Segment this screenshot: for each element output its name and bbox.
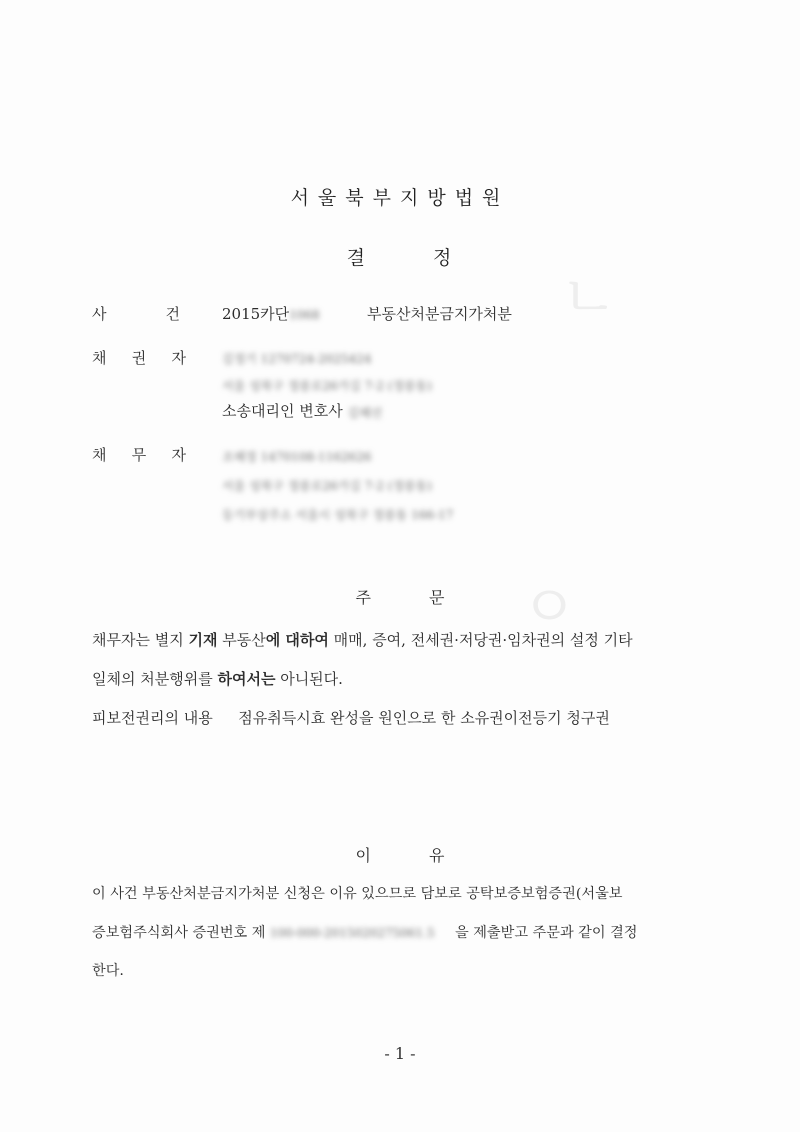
document-title bbox=[0, 243, 800, 270]
order-line-1-part: 에 대하여 bbox=[265, 631, 329, 649]
reason-line-3: 한다. bbox=[92, 963, 124, 979]
debtor-registry-address bbox=[222, 504, 453, 523]
protected-right-value: 점유취득시효 완성을 원인으로 한 소유권이전등기 청구권 bbox=[238, 709, 610, 727]
creditor-identity bbox=[222, 348, 372, 367]
order-line-2 bbox=[92, 668, 343, 689]
debtor-identity-redacted: 조혜정 1470108-1162626 bbox=[222, 449, 372, 464]
creditor-label-char: 권 bbox=[131, 349, 147, 367]
case-number-text: 2015카단 bbox=[222, 305, 290, 323]
debtor-label bbox=[92, 444, 186, 465]
reason-heading-right: 유 bbox=[429, 846, 445, 865]
reason-heading-left: 이 bbox=[355, 846, 371, 865]
order-line-1-part: 채무자는 별지 bbox=[92, 631, 189, 649]
order-line-2-part: 아니된다. bbox=[275, 670, 343, 688]
title-right-char: 정 bbox=[433, 247, 454, 269]
order-heading-left: 주 bbox=[355, 588, 371, 607]
debtor-label-char: 채 bbox=[92, 446, 107, 464]
reason-line-2-suffix: 을 제출받고 주문과 같이 결정 bbox=[455, 925, 638, 941]
reason-heading bbox=[0, 843, 800, 866]
case-number-redacted: 1068 bbox=[289, 308, 320, 322]
order-heading bbox=[0, 585, 800, 608]
creditor-label-char: 채 bbox=[92, 349, 107, 367]
creditor-label bbox=[92, 347, 186, 368]
order-line-1-part: 매매, 증여, 전세권·저당권·임차권의 설정 기타 bbox=[328, 631, 633, 649]
debtor-identity bbox=[222, 446, 372, 465]
title-left-char: 결 bbox=[346, 247, 367, 269]
page-number: - 1 - bbox=[384, 1044, 416, 1063]
creditor-agent bbox=[222, 400, 382, 421]
case-number bbox=[222, 303, 320, 324]
watermark-mark: ㄴ bbox=[560, 263, 618, 333]
reason-line-2-prefix: 증보험주식회사 증권번호 제 bbox=[92, 925, 266, 941]
creditor-label-char: 자 bbox=[171, 349, 186, 367]
debtor-address-redacted: 서울 성북구 정릉로26가길 7-2 (정릉동) bbox=[222, 478, 432, 493]
debtor-label-char: 자 bbox=[171, 446, 186, 464]
order-heading-right: 문 bbox=[429, 588, 445, 607]
order-line-1-part: 기재 bbox=[188, 631, 218, 649]
case-label-char: 사 bbox=[92, 305, 107, 323]
creditor-address-redacted: 서울 성북구 정릉로26가길 7-2 (정릉동) bbox=[222, 378, 432, 393]
creditor-agent-label: 소송대리인 변호사 bbox=[222, 402, 343, 420]
bond-number-redacted: 100-000-2015020275061.5 bbox=[270, 926, 435, 940]
debtor-label-char: 무 bbox=[131, 446, 147, 464]
case-label bbox=[92, 303, 180, 324]
case-name: 부동산처분금지가처분 bbox=[367, 305, 512, 323]
creditor-address bbox=[222, 375, 432, 394]
creditor-agent-redacted: 김혜선 bbox=[347, 405, 383, 420]
order-line-1 bbox=[92, 629, 633, 650]
protected-right bbox=[92, 707, 610, 728]
protected-right-label: 피보전권리의 내용 bbox=[92, 709, 213, 727]
order-line-1-part: 부동산 bbox=[217, 631, 266, 649]
case-label-char: 건 bbox=[165, 305, 180, 323]
creditor-identity-redacted: 김정기 1270724-2025424 bbox=[222, 351, 372, 366]
watermark-mark: ㅇ bbox=[520, 573, 578, 643]
reason-line-2 bbox=[92, 922, 638, 942]
reason-line-1: 이 사건 부동산처분금지가처분 신청은 이유 있으므로 담보로 공탁보증보험증권(서울보 bbox=[92, 886, 623, 902]
debtor-registry-redacted: 등기부상주소 서울시 성북구 정릉동 166-17 bbox=[222, 507, 454, 522]
court-name: 서울북부지방법원 bbox=[290, 187, 510, 209]
debtor-address bbox=[222, 475, 432, 494]
order-line-2-part: 일체의 처분행위를 bbox=[92, 670, 218, 688]
order-line-2-part: 하여서는 bbox=[217, 670, 276, 688]
